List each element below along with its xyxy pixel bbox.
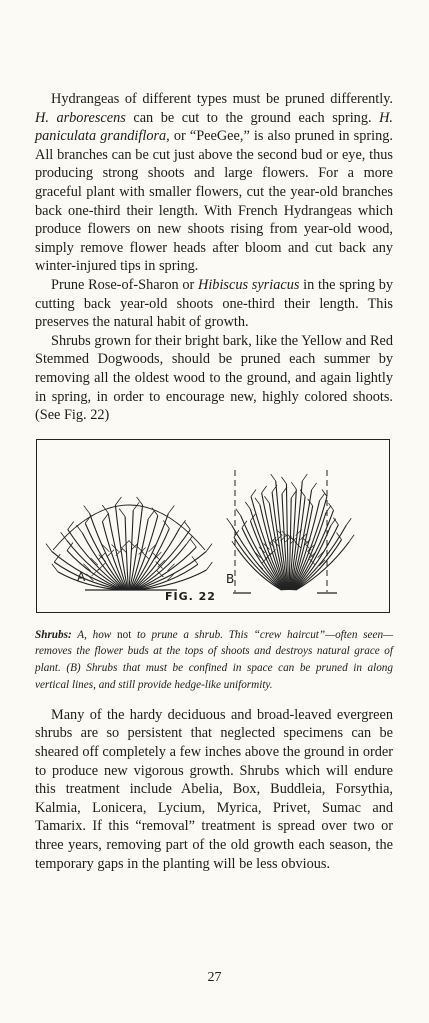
shrub-a-twig (102, 513, 108, 521)
italic-run: H. paniculata grandiflora, (35, 109, 393, 145)
shrub-a-twig (84, 505, 90, 513)
shrub-b-twig (262, 486, 267, 493)
shrub-a-twig (137, 497, 143, 505)
shrub-a-twig (192, 556, 198, 564)
shrub-a-twig (184, 521, 190, 529)
text-run: or “PeeGee,” is also pruned in spring. All branches can be cut just above the second bud or eye, thus producing strong shoots and large flowers. For a more graceful plant with smaller flowers, cut the year-old branches back one-third their length. With French Hydrangeas which produce flowers on new shoots rising from year-old wood, simply remove flower heads after bloom and cut back any winter-injured tips in spring. (35, 128, 393, 275)
shrub-a-twig (52, 563, 58, 571)
page-content (35, 90, 393, 873)
shrub-b-twig (349, 534, 354, 541)
shrub-a-cut-line (53, 505, 205, 550)
caption-lead: Shrubs: (35, 628, 72, 641)
shrub-a-twig (168, 505, 174, 513)
shrub-b-twig (271, 474, 276, 481)
caption-run: not (117, 628, 132, 641)
shrub-a-twig (115, 497, 121, 505)
shrub-a-twig (206, 543, 212, 551)
shrub-a-twig (206, 562, 212, 570)
figure-caption (35, 627, 393, 694)
shrub-b-twig (291, 482, 296, 489)
shrub-b-twig (312, 483, 317, 490)
body-text-bottom (35, 706, 393, 873)
text-run: Many of the hardy deciduous and broad-leaved evergreen shrubs are so persistent that neglected specimens can be sheared off completely a few inches above the ground in order to produce new vigorous growth. Shrubs which will endure this treatment include Abelia, Box, Buddleia, Forsythia, Kalmia, Lonicera, Lycium, Myrica, Privet, Sumac and Tamarix. If this “removal” treatment is spread over two or three years, removing part of the old growth each season, the temporary gaps in the planting will be less obvious. (35, 706, 393, 872)
shrub-b-twig (346, 518, 351, 525)
text-run: Prune Rose-of-Sharon or (51, 276, 198, 293)
page-number: 27 (207, 970, 222, 985)
text-run: in the spring by cutting back year-old shoots one-third their length. This preserves the natural habit of growth. (35, 276, 394, 331)
shrub-illustration (37, 440, 389, 612)
shrub-a-twig (133, 502, 139, 510)
shrub-b-twig (227, 518, 232, 525)
text-run: Shrubs grown for their bright bark, like the Yellow and Red Stemmed Dogwoods, should be pruned each summer by removing all the oldest wood to the ground, and again lightly in spring, in order to encourage new, highly colored shoots. (See Fig. 22) (35, 332, 393, 424)
shrub-b-twig (329, 503, 334, 510)
text-run: Hydrangeas of different types must be pruned differently. (51, 91, 393, 107)
body-text-top (35, 90, 393, 425)
shrub-b-twig (251, 489, 256, 496)
shrub-a-twig (142, 552, 149, 559)
shrub-b-twig (255, 497, 260, 504)
paragraph (35, 706, 393, 873)
paragraph (35, 276, 393, 332)
shrub-b-twig (232, 541, 237, 548)
text-run: can be cut to the ground each spring. (125, 109, 380, 126)
shrub-a-twig (68, 521, 74, 529)
shrub-a-twig (148, 511, 154, 519)
shrub-b-twig (245, 502, 250, 509)
caption-run: to prune a shrub. This “crew haircut”—often seen—removes the flower buds at the tops of shoots and destroys natural grace of plant. (B) Shrubs that must be confined in space can be pruned in along vertical lines, and still provide hedge-like uniformity. (35, 628, 394, 692)
shrub-a-twig (119, 508, 125, 516)
shrub-b-twig (320, 493, 325, 500)
paragraph (35, 332, 393, 425)
figure-label-a: A (77, 569, 86, 584)
shrub-b-twig (264, 496, 269, 503)
shrub-a-branch (90, 513, 126, 590)
shrub-a-branch (129, 510, 133, 590)
shrub-b-twig (302, 474, 307, 481)
figure-22 (36, 439, 390, 613)
caption-run: A, how (71, 628, 118, 641)
shrub-a-twig (152, 507, 158, 515)
figure-number: FIG. 22 (165, 589, 216, 603)
shrub-a-twig (46, 543, 52, 551)
shrub-b-twig (236, 508, 241, 515)
italic-run: H. arborescens (35, 109, 126, 126)
italic-run: Hibiscus syriacus (198, 276, 300, 293)
shrub-a-twig (190, 539, 196, 547)
paragraph (35, 90, 393, 276)
figure-label-b: B (226, 571, 235, 586)
shrub-b-twig (281, 477, 286, 484)
